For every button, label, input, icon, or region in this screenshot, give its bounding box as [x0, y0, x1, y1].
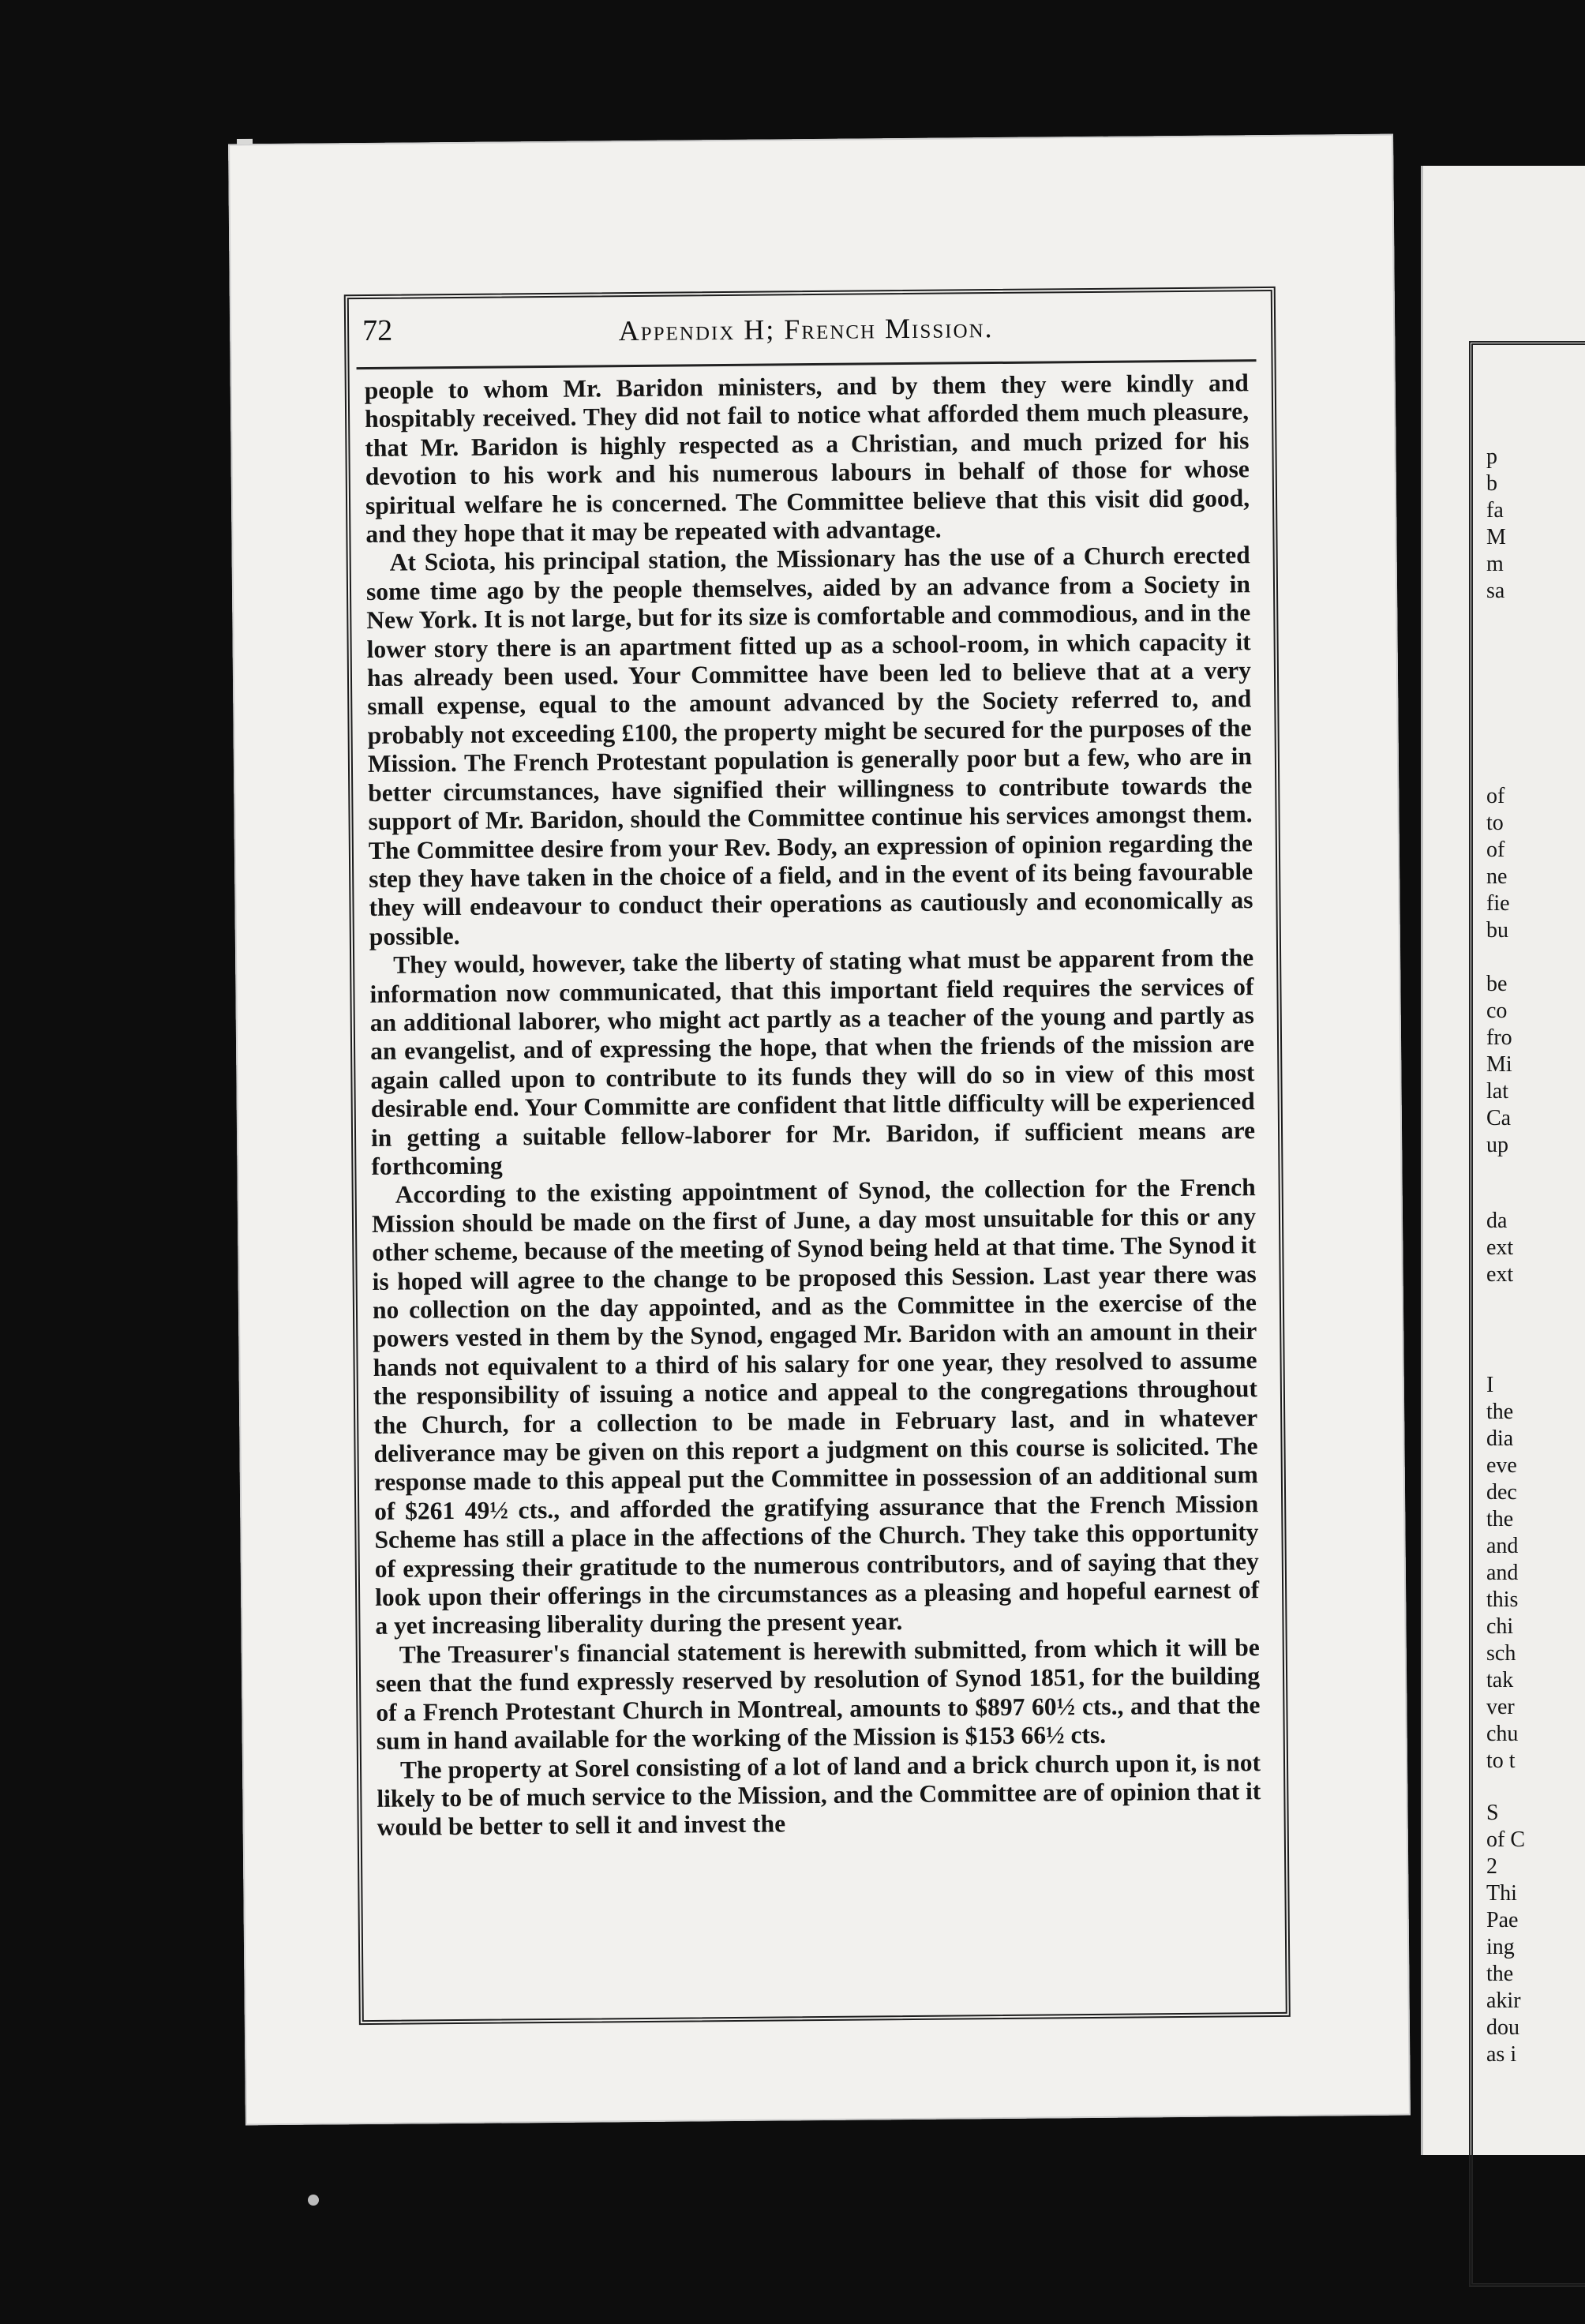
paragraph: According to the existing appointment of Synod, the collection for the French Mission should be made on the first of June, a day most unsuitable for this or any other scheme, because of the meeting of Synod being held at that time. The Synod it is hoped will agree to the change to be proposed this Session. Last year there was no collection on the day appointed, and as the Committee in the exercise of the powers vested in them by the Synod, engaged Mr. Baridon with an amount in their hands not equivalent to a third of his salary for one year, they resolved to assume the responsibility of issuing a notice and appeal to the congregations throughout the Church, for a collection to be made in February last, and in whatever deliverance may be given on this report a judgment on this course is solicited. The response made to this appeal put the Committee in possession of an additional sum of $261 49½ cts., and afforded the gratifying assurance that the French Mission Scheme has still a place in the affections of the Church. They take this opportunity of expressing their gratitude to the numerous contributors, and of saying that they look upon their offerings in the circumstances as a pleasing and hopeful earnest of a yet increasing liberality during the present year.: [371, 1173, 1260, 1640]
running-head: Appendix H; French Mission.: [618, 312, 994, 347]
fragment-group: [1486, 444, 1585, 605]
text-fragment: ing: [1486, 1935, 1515, 1959]
text-fragment: the: [1486, 1507, 1514, 1531]
text-fragment: da: [1486, 1209, 1508, 1233]
text-fragment: Ca: [1486, 1106, 1512, 1130]
fragment-group: [1486, 783, 1585, 944]
text-fragment: I: [1486, 1373, 1494, 1397]
text-fragment: ext: [1486, 1235, 1514, 1260]
text-fragment: dou: [1486, 2015, 1519, 2040]
book-page: [228, 134, 1411, 2126]
text-fragment: to t: [1486, 1749, 1516, 1773]
text-fragment: dia: [1486, 1426, 1514, 1451]
body-text: [365, 369, 1261, 1842]
text-fragment: fro: [1486, 1025, 1512, 1050]
text-fragment: 2: [1486, 1854, 1497, 1879]
text-fragment: ver: [1486, 1695, 1515, 1719]
paragraph: At Sciota, his principal station, the Missionary has the use of a Church erected some time ago by the people themselves, aided by an advance from a Society in New York. It is not large, but for its size is comfortable and commodious, and in the lower story there is an apartment fitted up as a school-room, in which capacity it has already been used. Your Committee have been led to believe that at a very small expense, equal to the amount advanced by the Society referred to, and probably not exceeding £100, the property might be secured for the purposes of the Mission. The French Protestant population is generally poor but a few, who are in better circumstances, have signified their willingness to contribute towards the support of Mr. Baridon, should the Committee continue his services amongst them. The Committee desire from your Rev. Body, an expression of opinion regarding the step they have taken in the choice of a field, and in the event of its being favourable they will endeavour to conduct their operations as cautiously and economically as possible.: [365, 541, 1253, 950]
text-fragment: m: [1486, 552, 1504, 576]
fragment-group: [1486, 1800, 1585, 2068]
text-fragment: up: [1486, 1133, 1508, 1157]
page-header: [356, 301, 1256, 356]
text-fragment: of: [1486, 838, 1505, 862]
text-fragment: M: [1486, 525, 1506, 549]
text-fragment: ext: [1486, 1262, 1514, 1287]
text-fragment: of: [1486, 784, 1505, 808]
text-fragment: of C: [1486, 1827, 1525, 1852]
page-number: 72: [362, 313, 393, 348]
text-fragment: as i: [1486, 2042, 1517, 2067]
text-fragment: bu: [1486, 918, 1508, 943]
text-fragment: sa: [1486, 579, 1505, 603]
text-fragment: S: [1486, 1801, 1499, 1825]
text-fragment: fie: [1486, 891, 1510, 916]
text-fragment: tak: [1486, 1668, 1514, 1692]
text-fragment: fa: [1486, 498, 1504, 523]
paragraph: They would, however, take the liberty of stating what must be apparent from the information now communicated, that this important field requires the services of an additional laborer, who might act partly as a teacher of the young and partly as an evangelist, and of expressing the hope, that when the friends of the mission are again called upon to contribute to its funds they will do so in view of this most desirable end. Your Committe are confident that little difficulty will be experienced in getting a suitable fellow-laborer for Mr. Baridon, if sufficient means are forthcoming: [369, 943, 1256, 1180]
text-fragment: Mi: [1486, 1052, 1512, 1077]
text-fragment: p: [1486, 444, 1497, 469]
text-fragment: this: [1486, 1587, 1519, 1612]
paragraph: people to whom Mr. Baridon ministers, and by them they were kindly and hospitably received. They did not fail to notice what afforded them much pleasure, that Mr. Baridon is highly respected as a Christian, and much prized for his devotion to his work and his numerous labours in behalf of those for whose spiritual welfare he is concerned. The Committee believe that this visit did good, and they hope that it may be repeated with advantage.: [364, 369, 1250, 549]
text-fragment: chu: [1486, 1722, 1519, 1746]
paragraph: The property at Sorel consisting of a lot of land and a brick church upon it, is not likely to be of much service to the Mission, and the Committee are of opinion that it would be better to sell it and invest the: [377, 1748, 1261, 1842]
text-fragment: Pae: [1486, 1908, 1519, 1932]
text-fragment: the: [1486, 1962, 1514, 1986]
text-fragment: sch: [1486, 1641, 1516, 1666]
text-fragment: and: [1486, 1561, 1519, 1585]
paragraph: The Treasurer's financial statement is herewith submitted, from which it will be seen that the fund expressly reserved by resolution of Synod 1851, for the building of a French Protestant Church in Montreal, amounts to $897 60½ cts., and that the sum in hand available for the working of the Mission is $153 66½ cts.: [375, 1633, 1261, 1756]
text-fragment: the: [1486, 1400, 1514, 1424]
text-fragment: b: [1486, 471, 1497, 496]
text-fragment: and: [1486, 1534, 1519, 1558]
fragment-group: [1486, 1208, 1585, 1288]
text-fragment: lat: [1486, 1079, 1508, 1104]
text-fragment: chi: [1486, 1614, 1514, 1639]
text-fragment: akir: [1486, 1989, 1521, 2013]
text-fragment: dec: [1486, 1480, 1517, 1505]
dust-speck: [308, 2195, 319, 2206]
facing-page: [1421, 166, 1585, 2155]
text-fragment: be: [1486, 972, 1508, 996]
text-fragment: to: [1486, 811, 1504, 835]
text-fragment: co: [1486, 999, 1508, 1023]
text-fragment: eve: [1486, 1453, 1517, 1478]
fragment-group: [1486, 971, 1585, 1159]
text-fragment: Thi: [1486, 1881, 1517, 1906]
text-fragment: ne: [1486, 864, 1508, 889]
fragment-group: [1486, 1372, 1585, 1775]
